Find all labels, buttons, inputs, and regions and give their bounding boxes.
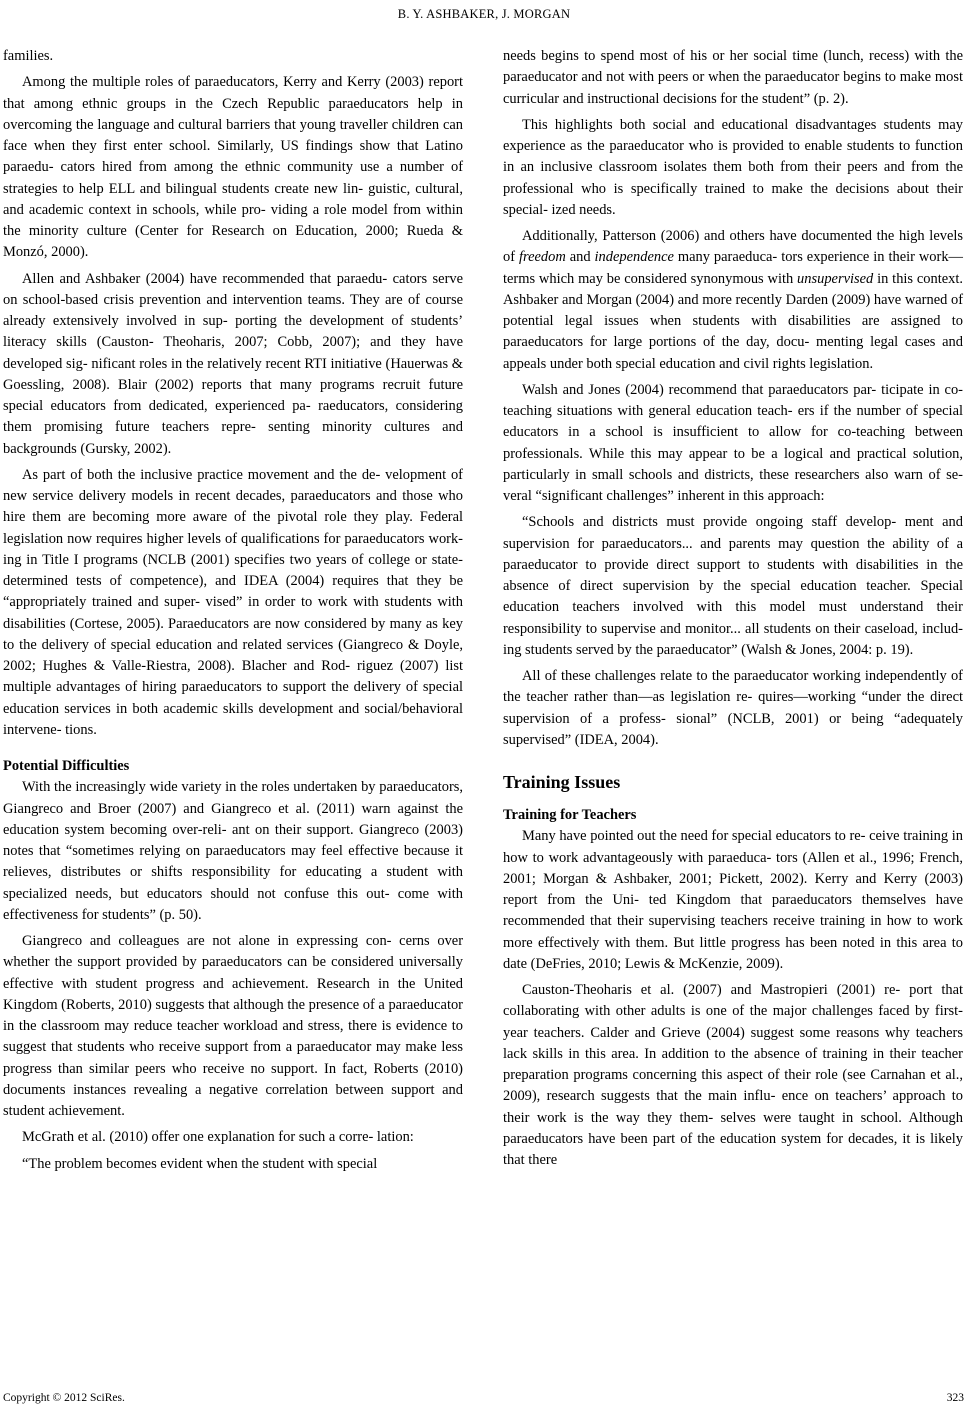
text-run: many paraeduca- tors experience in their work—terms which may be considered synonymous with [503, 249, 963, 287]
subsection-heading-training-for-teachers: Training for Teachers [503, 807, 637, 823]
text-run: Additionally, Patterson (2006) and others have documented the high levels of [503, 228, 963, 266]
paragraph: McGrath et al. (2010) offer one explanation for such a corre- lation: [22, 1129, 414, 1146]
paragraph [503, 226, 963, 375]
paragraph: families. [3, 48, 54, 64]
paragraph: With the increasingly wide variety in the roles undertaken by paraeducators, Giangreco and Broer (2007) and Giangreco et al. (2011) warn against the education system becoming over-reli- ant on their support. Giangreco (2003) notes that “sometimes relying on paraeducators may feel effective because it relieves, distributes or shifts responsibility for educating a student with specialized needs, but educators should not confuse this out- come with effectiveness for students” (p. 50). [3, 779, 463, 923]
paragraph: This highlights both social and educational disadvantages students may experience as the paraeducator who is provided to enable students to function in an inclusive classroom isolates them both from their peers and from the professional who is specifically trained to make the decisions about their special- ized needs. [503, 116, 963, 218]
text-run: in this context. Ashbaker and Morgan (2004) and more recently Darden (2009) have warned of potential legal issues when students with disabilities are assigned to paraeducators for large portions of the day, docu- menting legal cases and appeals under both special education and civil rights legislation. [503, 270, 963, 372]
quotation-paragraph: “Schools and districts must provide ongoing staff develop- ment and supervision for paraeducators... and parents may question the ability of a paraeducator to provide direct support to students with disabilities in the absence of direct supervision by the special education teacher. Special education teachers involved with this model must understand their responsibility to supervise and monitor... all students on their caseload, includ- ing students served by the paraeducator” (Walsh & Jones, 2004: p. 19). [503, 514, 963, 658]
paragraph: Many have pointed out the need for special educators to re- ceive training in how to work advantageously with paraeduca- tors (Allen et al., 1996; French, 2001; Morgan & Ashbaker, 2001; Pickett, 2002). Kerry and Kerry (2003) report from the Uni- ted Kingdom that paraeducators themselves have recommended that their supervising teachers receive training in how to work more effectively with them. But little progress has been noted in this area to date (DeFries, 2010; Lewis & McKenzie, 2009). [503, 828, 963, 972]
paragraph: Allen and Ashbaker (2004) have recommended that paraedu- cators serve on school-based crisis prevention and intervention teams. They are of course already extensively involved in sup- porting the development of students’ literacy skills (Causton- Theoharis, 2007; Cobb, 2007); and they have developed sig- nificant roles in the relatively recent RTI initiative (Hauerwas & Goessling, 2008). Blair (2002) reports that many programs recruit future special educators from dedicated, experienced pa- raeducators, considering them promising future teachers repre- senting minority cultures and backgrounds (Gursky, 2002). [3, 270, 463, 457]
paragraph: Among the multiple roles of paraeducators, Kerry and Kerry (2003) report that among ethnic groups in the Czech Republic paraeducators help in overcoming the language and cultural barriers that young traveller children can face when they first enter school. Similarly, US findings show that Latino paraedu- cators hired from among the ethnic community use a number of strategies to help ELL and bilingual students create new lin- guistic, cultural, and academic context in schools, while pro- viding a role model from within the minority culture (Center for Research on Education, 2000; Rueda & Monzó, 2000). [3, 74, 463, 261]
emphasis-unsupervised: unsupervised [797, 270, 874, 287]
paragraph: Giangreco and colleagues are not alone in expressing con- cerns over whether the support provided by paraeducators can be considered universally effective with student progress and achievement. Research in the United Kingdom (Roberts, 2010) suggests that although the presence of a paraeducator in the classroom may reduce teacher workload and stress, there is evidence to suggest that students who receive support from a paraeducator may make less progress than similar peers who receive no support. In fact, Roberts (2010) documents instances revealing a negative correlation between support and student achievement. [3, 933, 463, 1119]
running-head: B. Y. ASHBAKER, J. MORGAN [397, 7, 571, 21]
section-heading-training-issues: Training Issues [503, 772, 621, 792]
paragraph: Causton-Theoharis et al. (2007) and Mastropieri (2001) re- port that collaborating with other adults is one of the major challenges faced by first-year teachers. Calder and Grieve (2004) suggest some reasons why teachers lack skills in this area. In addition to the absence of training in their teacher preparation programs concerning this aspect of their role (see Carnahan et al., 2009), research suggests that the main influ- ence on teachers’ approach to their work is the way they them- selves were taught in school. Although paraeducators have been part of the education system for decades, it is likely that there [503, 982, 963, 1168]
paragraph: All of these challenges relate to the paraeducator working independently of the teacher rather than—as legislation re- quires—working “under the direct supervision of a profess- sional” (NCLB, 2001) or being “adequately supervised” (IDEA, 2004). [503, 668, 963, 748]
emphasis-freedom: freedom [519, 249, 566, 266]
paragraph: Walsh and Jones (2004) recommend that paraeducators par- ticipate in co-teaching situations with general education teach- ers if the number of special educators in a school is insufficient to allow for co-teaching between professionals. While this may appear to be a logical and practical solution, particularly in small schools and districts, these researchers also warn of se- veral “significant challenges” inherent in this approach: [503, 381, 963, 504]
footer-copyright: Copyright © 2012 SciRes. [3, 1392, 125, 1404]
left-column [3, 46, 463, 1180]
emphasis-independence: independence [594, 249, 674, 266]
footer-page-number: 323 [946, 1392, 964, 1404]
section-heading-potential-difficulties: Potential Difficulties [3, 758, 130, 774]
paragraph: As part of both the inclusive practice movement and the de- velopment of new service delivery models in recent decades, paraeducators and those who hire them are becoming more aware of the pivotal role they play. Federal legislation now requires higher levels of qualifications for paraeducators work- ing in Title I programs (NCLB (2001) specifies two years of college or state-determined tests of competence), and IDEA (2004) requires that they be “appropriately trained and super- vised” in order to work with students with disabilities (Cortese, 2005). Paraeducators are now considered by many as key to the delivery of special education and related services (Giangreco & Doyle, 2002; Hughes & Valle-Riestra, 2008). Blacher and Rod- riguez (2007) list multiple advantages of hiring paraeducators to support the delivery of special education services in both academic skills development and social/behavioral intervene- tions. [3, 466, 463, 738]
paragraph: needs begins to spend most of his or her social time (lunch, recess) with the paraeducator and not with peers or when the paraeducator begins to make most curricular and instructional decisions for the student” (p. 2). [503, 48, 963, 107]
text-run: and [565, 249, 595, 266]
right-column [503, 46, 963, 1176]
paragraph: “The problem becomes evident when the student with special [22, 1155, 378, 1172]
